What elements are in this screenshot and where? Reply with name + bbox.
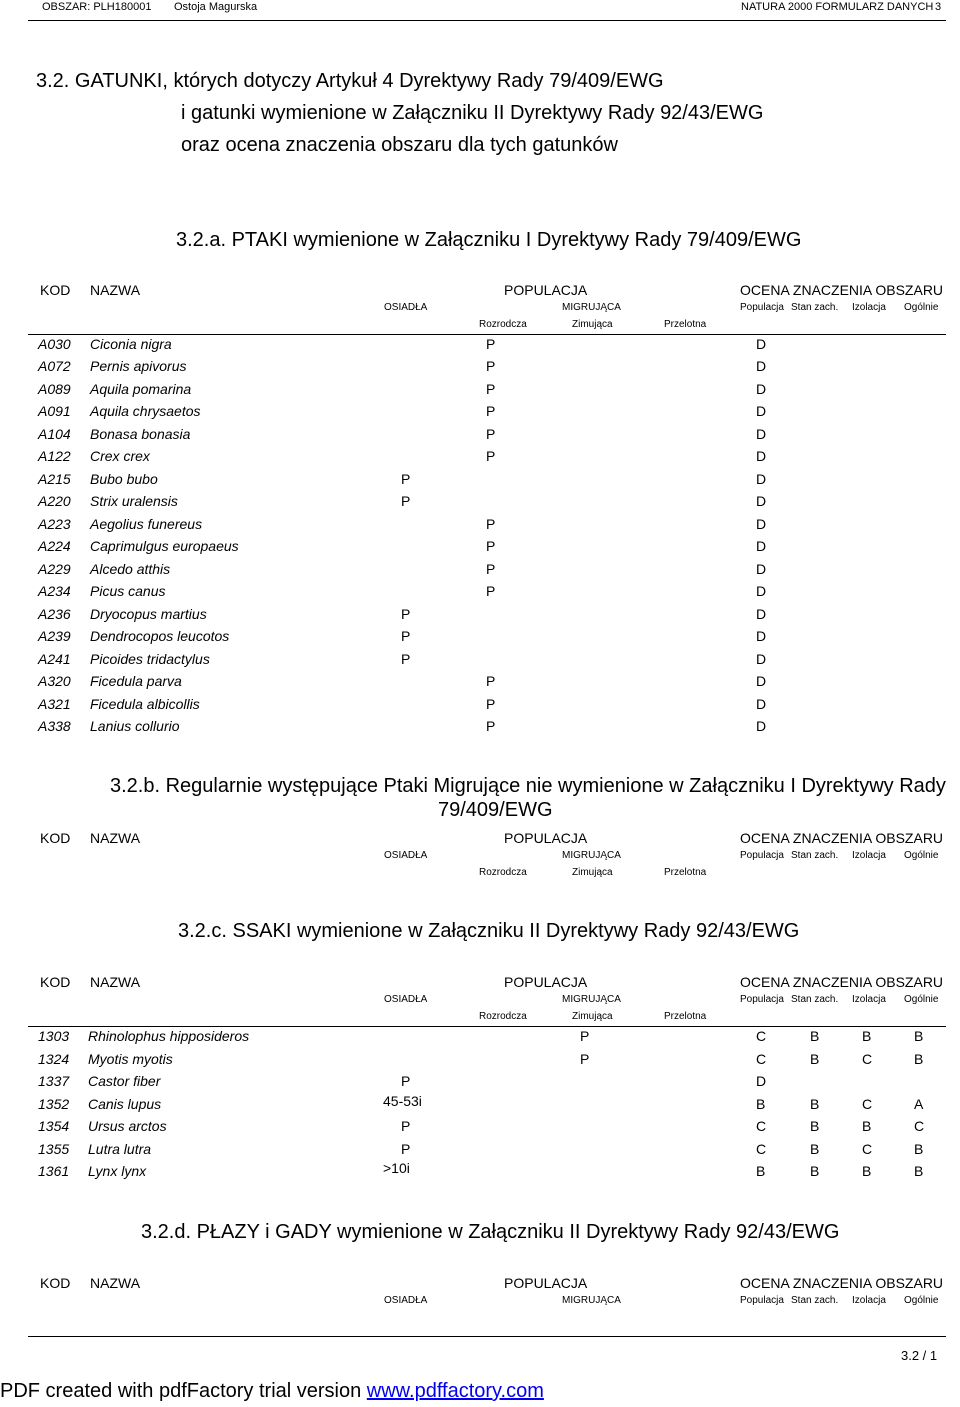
species-code: 1303	[38, 1028, 70, 1044]
col-header-stan: Stan zach.	[791, 994, 839, 1005]
species-name: Lanius collurio	[90, 717, 180, 734]
population-value: >10i	[383, 1160, 410, 1176]
species-code: 1355	[38, 1140, 70, 1157]
col-header-izolacja: Izolacja	[852, 302, 886, 313]
population-value: P	[486, 336, 496, 352]
col-header-przelotna: Przelotna	[664, 319, 707, 330]
footer-divider	[28, 1336, 946, 1337]
species-name: Crex crex	[90, 448, 150, 465]
population-value: P	[401, 1140, 411, 1157]
col-header-populacja-sub: Populacja	[740, 302, 784, 313]
assessment-value: B	[810, 1140, 820, 1157]
col-header-migrujaca: MIGRUJĄCA	[562, 994, 621, 1005]
species-name: Aegolius funereus	[90, 515, 203, 532]
population-value: 45-53i	[383, 1092, 422, 1109]
assessment-value: B	[810, 1095, 820, 1112]
assessment-value: C	[756, 1028, 767, 1044]
assessment-value: C	[862, 1095, 873, 1112]
population-value: P	[486, 695, 496, 712]
population-value: P	[401, 470, 411, 487]
species-name: Strix uralensis	[90, 493, 178, 510]
col-header-ocena: OCENA ZNACZENIA OBSZARU	[740, 282, 944, 298]
col-header-migrujaca: MIGRUJĄCA	[562, 302, 621, 313]
population-value: P	[486, 717, 496, 734]
species-code: 1324	[38, 1050, 70, 1067]
species-name: Dryocopus martius	[90, 605, 207, 622]
species-code: A320	[38, 673, 71, 690]
population-value: P	[486, 425, 496, 442]
population-value: P	[486, 403, 496, 420]
section-c-title: 3.2.c. SSAKI wymienione w Załączniku II Dyrektywy Rady 92/43/EWG	[178, 920, 800, 942]
col-header-izolacja: Izolacja	[852, 994, 886, 1005]
section-d-title: 3.2.d. PŁAZY i GADY wymienione w Załączniku II Dyrektywy Rady 92/43/EWG	[141, 1221, 840, 1243]
col-header-rozrodcza: Rozrodcza	[479, 1011, 527, 1022]
population-value: P	[486, 358, 496, 375]
assessment-value: D	[756, 358, 767, 375]
assessment-value: B	[914, 1163, 924, 1179]
col-header-nazwa: NAZWA	[90, 830, 141, 846]
section-a-title: 3.2.a. PTAKI wymienione w Załączniku I Dyrektywy Rady 79/409/EWG	[176, 229, 802, 251]
header-divider	[28, 20, 946, 21]
col-header-populacja: POPULACJA	[504, 974, 588, 990]
col-header-migrujaca: MIGRUJĄCA	[562, 850, 621, 861]
col-header-osiadla: OSIADŁA	[384, 994, 428, 1005]
assessment-value: D	[756, 628, 767, 645]
assessment-value: B	[756, 1163, 766, 1179]
species-name: Ficedula parva	[90, 673, 182, 690]
col-header-kod: KOD	[40, 1275, 71, 1291]
col-header-populacja-sub: Populacja	[740, 1295, 784, 1306]
header-page-number: 3	[935, 1, 942, 13]
col-header-populacja-sub: Populacja	[740, 850, 784, 861]
species-code: A224	[38, 538, 71, 555]
col-header-przelotna: Przelotna	[664, 867, 707, 878]
assessment-value: B	[862, 1118, 872, 1134]
assessment-value: D	[756, 538, 767, 555]
species-code: A091	[38, 403, 71, 420]
species-code: A072	[38, 358, 71, 375]
species-code: A241	[38, 650, 71, 667]
col-header-izolacja: Izolacja	[852, 850, 886, 861]
col-header-zimujaca: Zimująca	[572, 867, 613, 878]
assessment-value: D	[756, 695, 767, 712]
species-code: A338	[38, 717, 71, 734]
assessment-value: D	[756, 470, 767, 487]
population-value: P	[486, 583, 496, 600]
col-header-izolacja: Izolacja	[852, 1295, 886, 1306]
footer-pdf-text: PDF created with pdfFactory trial version	[0, 1380, 367, 1402]
col-header-ogolnie: Ogólnie	[904, 850, 939, 861]
col-header-osiadla: OSIADŁA	[384, 1295, 428, 1306]
col-header-osiadla: OSIADŁA	[384, 302, 428, 313]
species-code: A239	[38, 628, 71, 645]
footer-pdf-link[interactable]: www.pdffactory.com	[366, 1380, 544, 1402]
header-form-name: NATURA 2000 FORMULARZ DANYCH	[741, 1, 934, 13]
assessment-value: D	[756, 515, 767, 532]
species-name: Picoides tridactylus	[90, 650, 210, 667]
col-header-zimujaca: Zimująca	[572, 1011, 613, 1022]
species-name: Caprimulgus europaeus	[90, 538, 239, 555]
species-code: 1337	[38, 1073, 70, 1089]
assessment-value: D	[756, 403, 767, 420]
species-name: Castor fiber	[88, 1073, 161, 1089]
species-code: A234	[38, 583, 71, 600]
col-header-rozrodcza: Rozrodcza	[479, 319, 527, 330]
species-code: A236	[38, 605, 71, 622]
species-name: Bonasa bonasia	[90, 425, 191, 442]
population-value: P	[580, 1050, 590, 1067]
assessment-value: A	[914, 1095, 924, 1112]
species-code: A215	[38, 470, 71, 487]
species-code: 1352	[38, 1095, 70, 1112]
assessment-value: D	[756, 380, 767, 397]
species-name: Alcedo atthis	[90, 560, 171, 577]
col-header-przelotna: Przelotna	[664, 1011, 707, 1022]
footer-page-label: 3.2 / 1	[901, 1348, 938, 1363]
population-value: P	[401, 628, 411, 645]
species-code: 1354	[38, 1118, 70, 1134]
col-header-kod: KOD	[40, 974, 71, 990]
assessment-value: B	[862, 1163, 872, 1179]
assessment-value: B	[756, 1095, 766, 1112]
species-name: Ficedula albicollis	[90, 695, 200, 712]
species-code: 1361	[38, 1163, 70, 1179]
assessment-value: D	[756, 448, 767, 465]
population-value: P	[580, 1028, 590, 1044]
section-b-title-line2: 79/409/EWG	[438, 799, 553, 821]
assessment-value: D	[756, 336, 767, 352]
species-code: A104	[38, 425, 71, 442]
population-value: P	[401, 1073, 411, 1089]
species-code: A223	[38, 515, 71, 532]
population-value: P	[401, 605, 411, 622]
species-name: Picus canus	[90, 583, 166, 600]
col-header-rozrodcza: Rozrodcza	[479, 867, 527, 878]
assessment-value: C	[914, 1118, 925, 1134]
species-name: Rhinolophus hipposideros	[88, 1028, 250, 1044]
main-title-line1: 3.2. GATUNKI, których dotyczy Artykuł 4 Dyrektywy Rady 79/409/EWG	[36, 70, 664, 92]
assessment-value: D	[756, 425, 767, 442]
col-header-stan: Stan zach.	[791, 1295, 839, 1306]
assessment-value: B	[914, 1140, 924, 1157]
col-header-populacja-sub: Populacja	[740, 994, 784, 1005]
population-value: P	[486, 538, 496, 555]
assessment-value: B	[810, 1118, 820, 1134]
assessment-value: B	[862, 1028, 872, 1044]
population-value: P	[486, 448, 496, 465]
species-code: A229	[38, 560, 71, 577]
section-b-title-line1: 3.2.b. Regularnie występujące Ptaki Migrujące nie wymienione w Załączniku I Dyrektywy Rady	[110, 775, 946, 797]
assessment-value: D	[756, 493, 767, 510]
assessment-value: C	[756, 1118, 767, 1134]
species-name: Dendrocopos leucotos	[90, 628, 230, 645]
assessment-value: D	[756, 560, 767, 577]
species-name: Ciconia nigra	[90, 336, 172, 352]
col-header-osiadla: OSIADŁA	[384, 850, 428, 861]
assessment-value: C	[862, 1050, 873, 1067]
species-code: A220	[38, 493, 71, 510]
species-name: Pernis apivorus	[90, 358, 187, 375]
header-site-name: Ostoja Magurska	[174, 1, 258, 13]
col-header-ocena: OCENA ZNACZENIA OBSZARU	[740, 974, 944, 990]
population-value: P	[401, 493, 411, 510]
col-header-nazwa: NAZWA	[90, 1275, 141, 1291]
col-header-ogolnie: Ogólnie	[904, 1295, 939, 1306]
col-header-ogolnie: Ogólnie	[904, 302, 939, 313]
header-rule	[28, 1026, 946, 1027]
assessment-value: B	[914, 1028, 924, 1044]
col-header-nazwa: NAZWA	[90, 974, 141, 990]
assessment-value: B	[810, 1163, 820, 1179]
assessment-value: C	[756, 1140, 767, 1157]
col-header-stan: Stan zach.	[791, 850, 839, 861]
population-value: P	[486, 515, 496, 532]
assessment-value: D	[756, 717, 767, 734]
assessment-value: D	[756, 605, 767, 622]
assessment-value: B	[810, 1050, 820, 1067]
footer-pdf-notice	[0, 1380, 544, 1403]
col-header-populacja: POPULACJA	[504, 830, 588, 846]
header-rule	[28, 334, 946, 335]
main-title-line3: oraz ocena znaczenia obszaru dla tych gatunków	[181, 134, 618, 156]
col-header-stan: Stan zach.	[791, 302, 839, 313]
species-code: A089	[38, 380, 71, 397]
species-name: Canis lupus	[88, 1095, 162, 1112]
population-value: P	[401, 650, 411, 667]
species-name: Bubo bubo	[90, 470, 158, 487]
assessment-value: C	[756, 1050, 767, 1067]
col-header-populacja: POPULACJA	[504, 1275, 588, 1291]
species-name: Aquila pomarina	[90, 380, 192, 397]
assessment-value: D	[756, 673, 767, 690]
assessment-value: B	[810, 1028, 820, 1044]
assessment-value: B	[914, 1050, 924, 1067]
population-value: P	[486, 380, 496, 397]
population-value: P	[486, 673, 496, 690]
population-value: P	[401, 1118, 411, 1134]
col-header-kod: KOD	[40, 830, 71, 846]
species-code: A321	[38, 695, 71, 712]
species-name: Aquila chrysaetos	[90, 403, 201, 420]
assessment-value: D	[756, 1073, 767, 1089]
col-header-ocena: OCENA ZNACZENIA OBSZARU	[740, 1275, 944, 1291]
col-header-zimujaca: Zimująca	[572, 319, 613, 330]
col-header-migrujaca: MIGRUJĄCA	[562, 1295, 621, 1306]
species-name: Lynx lynx	[88, 1163, 147, 1179]
main-title-line2: i gatunki wymienione w Załączniku II Dyrektywy Rady 92/43/EWG	[181, 102, 764, 124]
assessment-value: C	[862, 1140, 873, 1157]
species-name: Lutra lutra	[88, 1140, 152, 1157]
species-code: A122	[38, 448, 71, 465]
species-name: Ursus arctos	[88, 1118, 167, 1134]
col-header-populacja: POPULACJA	[504, 282, 588, 298]
assessment-value: D	[756, 650, 767, 667]
col-header-ogolnie: Ogólnie	[904, 994, 939, 1005]
assessment-value: D	[756, 583, 767, 600]
col-header-ocena: OCENA ZNACZENIA OBSZARU	[740, 830, 944, 846]
header-obszar: OBSZAR: PLH180001	[42, 1, 152, 13]
col-header-nazwa: NAZWA	[90, 282, 141, 298]
population-value: P	[486, 560, 496, 577]
species-name: Myotis myotis	[88, 1050, 173, 1067]
col-header-kod: KOD	[40, 282, 71, 298]
species-code: A030	[38, 336, 71, 352]
